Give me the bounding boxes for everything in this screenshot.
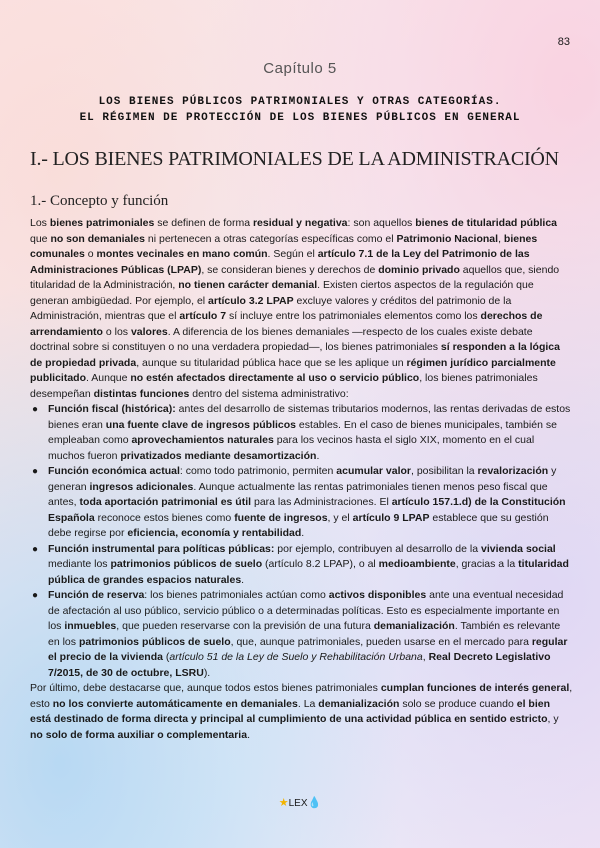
emphasis-text: no estén afectados directamente al uso o servicio público: [130, 372, 420, 384]
subsection-heading: 1.- Concepto y función: [30, 193, 169, 209]
emphasis-text: patrimonios públicos de suelo: [110, 558, 263, 570]
list-item: [32, 402, 573, 464]
emphasis-text: no son demaniales: [50, 232, 145, 245]
list-item-text: Función económica actual: como todo patrimonio, permiten acumular valor, posibilitan la revalorización y generan ingresos adicionales. Aunque actualmente las rentas patrimoniales tienen menos peso fiscal que antes, toda aportación patrimonial es útil para las Administraciones. El artículo 157.1.d) de la Constitución Española reconoce estos bienes como fuente de ingresos, y el artículo 9 LPAP establece que su gestión debe regirse por eficiencia, economía y rentabilidad.: [48, 465, 566, 539]
emphasis-text: no tienen carácter demanial: [178, 279, 318, 291]
list-item: [32, 542, 573, 589]
emphasis-text: artículo 157.1.d) de la Constitución Española: [48, 496, 566, 524]
list-item-text: Función fiscal (histórica): antes del desarrollo de sistemas tributarios modernos, las rentas derivadas de estos bienes eran una fuente clave de ingresos públicos estables. En el caso de bienes municipales, también se empleaban como aprovechamientos naturales para los vecinos hasta el siglo XIX, momento en el cual muchos fueron privatizados mediante desamortización.: [48, 403, 571, 462]
emphasis-text: aprovechamientos naturales: [131, 434, 274, 446]
bullet-icon: ●: [32, 590, 39, 601]
emphasis-text: derechos de arrendamiento: [30, 310, 543, 338]
bullet-icon: ●: [32, 466, 39, 477]
closing-paragraph: Por último, debe destacarse que, aunque todos estos bienes patrimoniales cumplan funciones de interés general, esto no los convierte automáticamente en demaniales. La demanialización solo se produce cuando el bien está destinado de forma directa y principal al cumplimiento de una actividad pública en sentido estricto, y no solo de forma auxiliar o complementaria.: [30, 682, 573, 741]
emphasis-text: Función instrumental para políticas públicas:: [48, 542, 275, 555]
emphasis-text: no los convierte automáticamente en demaniales: [52, 697, 298, 710]
emphasis-text: revalorización: [477, 465, 549, 477]
emphasis-text: Real Decreto Legislativo 7/2015, de 30 de octubre, LSRU: [48, 651, 551, 679]
emphasis-text: inmuebles: [64, 620, 117, 632]
emphasis-text: montes vecinales en mano común: [96, 248, 268, 260]
emphasis-text: régimen jurídico parcialmente publicitado: [30, 356, 556, 384]
functions-list: [30, 402, 573, 681]
emphasis-text: bienes comunales: [30, 232, 538, 260]
footer-text: LEX: [288, 798, 308, 809]
bullet-icon: ●: [32, 543, 39, 555]
list-item: [32, 588, 573, 681]
emphasis-text: distintas funciones: [93, 387, 190, 400]
emphasis-text: residual y negativa: [252, 217, 348, 229]
emphasis-text: bienes patrimoniales: [49, 217, 155, 229]
emphasis-text: fuente de ingresos: [234, 511, 328, 524]
emphasis-text: bienes de titularidad pública: [415, 217, 558, 229]
emphasis-text: valores: [130, 325, 168, 338]
emphasis-text: titularidad pública de grandes espacios naturales: [48, 558, 569, 586]
body-text: [30, 216, 573, 743]
list-item: [32, 464, 573, 542]
emphasis-text: Función fiscal (histórica):: [48, 403, 176, 415]
chapter-subtitle: [0, 94, 600, 126]
emphasis-text: cumplan funciones de interés general: [380, 682, 570, 694]
emphasis-text: una fuente clave de ingresos públicos: [105, 418, 297, 431]
emphasis-text: sí responden a la lógica de propiedad privada: [30, 341, 560, 369]
emphasis-text: toda aportación patrimonial es útil: [79, 496, 252, 508]
emphasis-text: Patrimonio Nacional: [396, 232, 499, 245]
list-item-text: Función instrumental para políticas públicas: por ejemplo, contribuyen al desarrollo de la vivienda social mediante los patrimonios públicos de suelo (artículo 8.2 LPAP), o al medioambiente, gracias a la titularidad pública de grandes espacios naturales.: [48, 542, 569, 586]
bullet-icon: ●: [32, 404, 39, 415]
subtitle-line-1: LOS BIENES PÚBLICOS PATRIMONIALES Y OTRAS CATEGORÍAS.: [98, 96, 502, 108]
drop-icon: 💧: [307, 797, 322, 809]
footer-logo: [0, 796, 600, 809]
emphasis-text: ingresos adicionales: [89, 480, 194, 493]
subtitle-line-2: EL RÉGIMEN DE PROTECCIÓN DE LOS BIENES PÚBLICOS EN GENERAL: [79, 112, 521, 124]
list-item-text: Función de reserva: los bienes patrimoniales actúan como activos disponibles ante una eventual necesidad de afectación al uso público, servicio público o a determinadas políticas. Esto es especialmente importante en los inmuebles, que pueden reservarse con la previsión de una futura demanialización. También es relevante en los patrimonios públicos de suelo, que, aunque patrimoniales, pueden usarse en el mercado para regular el precio de la vivienda (artículo 51 de la Ley de Suelo y Rehabilitación Urbana, Real Decreto Legislativo 7/2015, de 30 de octubre, LSRU).: [48, 589, 568, 679]
emphasis-text: artículo 7: [179, 310, 227, 322]
section-heading: I.- LOS BIENES PATRIMONIALES DE LA ADMINISTRACIÓN: [30, 148, 559, 170]
emphasis-text: no solo de forma auxiliar o complementaria: [30, 728, 248, 741]
emphasis-text: vivienda social: [481, 542, 556, 555]
emphasis-text: dominio privado: [378, 263, 460, 276]
page-number: 83: [557, 36, 570, 48]
emphasis-text: privatizados mediante desamortización: [120, 449, 317, 462]
emphasis-text: artículo 9 LPAP: [352, 511, 430, 524]
emphasis-text: el bien está destinado de forma directa y principal al cumplimiento de una actividad pública en sentido estricto: [30, 697, 551, 725]
emphasis-text: Función de reserva: [48, 589, 145, 601]
star-icon: ★: [278, 797, 289, 809]
emphasis-text: Función económica actual: [48, 465, 180, 477]
emphasis-text: acumular valor: [336, 465, 411, 477]
intro-paragraph: Los bienes patrimoniales se definen de forma residual y negativa: son aquellos bienes de titularidad pública que no son demaniales ni pertenecen a otras categorías específicas como el Patrimonio Nacional, bienes comunales o montes vecinales en mano común. Según el artículo 7.1 de la Ley del Patrimonio de las Administraciones Públicas (LPAP), se consideran bienes y derechos de dominio privado aquellos que, siendo titularidad de la Administración, no tienen carácter demanial. Existen ciertos aspectos de la regulación que generan ambigüedad. Por ejemplo, el artículo 3.2 LPAP excluye valores y créditos del patrimonio de la Administración, mientras que el artículo 7 sí incluye entre los patrimoniales elementos como los derechos de arrendamiento o los valores. A diferencia de los bienes demaniales —respecto de los cuales existe debate doctrinal sobre si constituyen o no una verdadera propiedad—, los bienes patrimoniales sí responden a la lógica de propiedad privada, aunque su titularidad pública hace que se les aplique un régimen jurídico parcialmente publicitado. Aunque no estén afectados directamente al uso o servicio público, los bienes patrimoniales desempeñan distintas funciones dentro del sistema administrativo:: [30, 217, 560, 400]
emphasis-text: medioambiente: [378, 558, 456, 570]
emphasis-text: eficiencia, economía y rentabilidad: [127, 527, 302, 539]
emphasis-text: artículo 3.2 LPAP: [208, 294, 294, 307]
emphasis-text: activos disponibles: [328, 589, 427, 601]
emphasis-text: artículo 7.1 de la Ley del Patrimonio de las Administraciones Públicas (LPAP): [30, 248, 530, 276]
chapter-label: Capítulo 5: [263, 60, 337, 77]
italic-text: artículo 51 de la Ley de Suelo y Rehabilitación Urbana: [169, 651, 423, 663]
emphasis-text: demanialización: [373, 620, 455, 632]
emphasis-text: patrimonios públicos de suelo: [78, 635, 231, 648]
emphasis-text: demanialización: [318, 697, 400, 710]
emphasis-text: regular el precio de la vivienda: [48, 635, 568, 663]
